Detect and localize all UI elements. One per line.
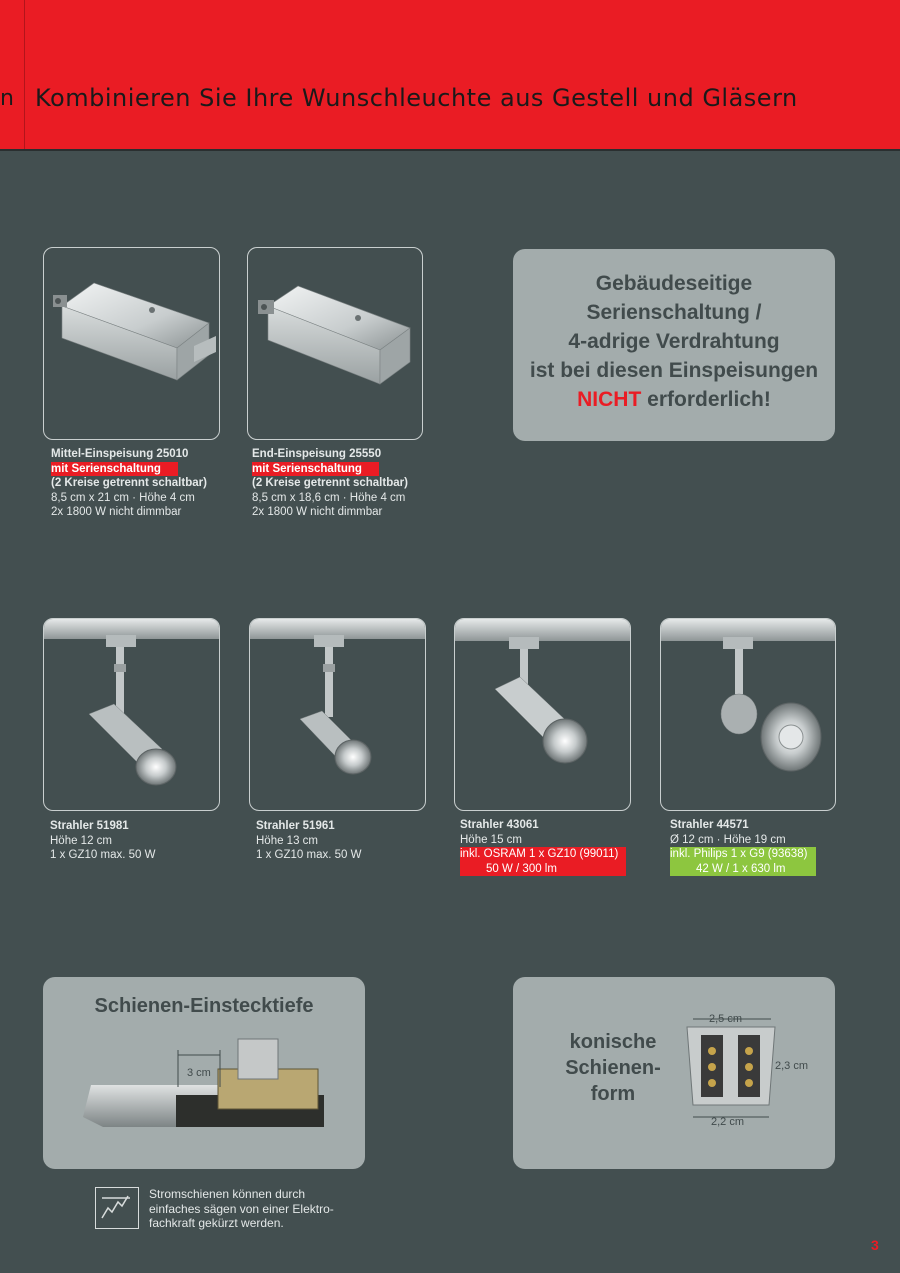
tool-note-line: Stromschienen können durch (149, 1187, 306, 1201)
saw-icon (95, 1187, 139, 1229)
feed-caption-end (252, 447, 408, 520)
spot-detail: Höhe 12 cm (50, 834, 113, 847)
profile-bottom-dim: 2,2 cm (711, 1116, 745, 1128)
feed-card-middle (43, 247, 220, 440)
middle-feed-image (44, 248, 219, 439)
feed-name: Mittel-Einspeisung 25010 (51, 448, 189, 460)
feed-dims: 8,5 cm x 18,6 cm · Höhe 4 cm (252, 491, 406, 504)
tool-note-line: fachkraft gekürzt werden. (149, 1216, 284, 1230)
spot-lamp-highlight: inkl. OSRAM 1 x GZ10 (99011) (460, 847, 626, 862)
spot-detail: Ø 12 cm · Höhe 19 cm (670, 833, 786, 846)
header-divider (0, 149, 900, 151)
notice-emphasis: NICHT (577, 388, 642, 411)
tool-note (149, 1187, 334, 1231)
spot-name: Strahler 51981 (50, 820, 129, 832)
spot-name: Strahler 43061 (460, 819, 539, 831)
insertion-depth-panel (43, 977, 365, 1169)
profile-top-dim: 2,5 cm (709, 1013, 743, 1025)
spot-detail: Höhe 13 cm (256, 834, 319, 847)
profile-side-dim: 2,3 cm (775, 1060, 809, 1072)
rail-profile-panel (513, 977, 835, 1169)
spot-name: Strahler 44571 (670, 819, 749, 831)
header-left-rule (24, 0, 25, 149)
feed-power: 2x 1800 W nicht dimmbar (252, 506, 383, 518)
depth-measure-label: 3 cm (187, 1067, 211, 1079)
profile-heading (553, 1029, 673, 1107)
spot-card-51981 (43, 618, 220, 811)
wiring-notice (513, 249, 835, 441)
page-number: 3 (871, 1237, 879, 1253)
notice-line: 4-adrige Verdrahtung (568, 330, 780, 353)
spot-card-43061 (454, 618, 631, 811)
profile-line: form (590, 1083, 636, 1105)
spot-detail: 1 x GZ10 max. 50 W (256, 849, 362, 861)
spot-lamp-highlight: 42 W / 1 x 630 lm (670, 862, 816, 877)
spot-caption-44571 (670, 818, 816, 876)
spot-43061-image (455, 619, 630, 810)
spot-44571-image (661, 619, 835, 810)
spot-card-44571 (660, 618, 836, 811)
end-feed-image (248, 248, 422, 439)
notice-line: Serienschaltung / (586, 301, 762, 324)
depth-panel-title: Schienen-Einstecktiefe (94, 995, 314, 1017)
tool-note-line: einfaches sägen von einer Elektro- (149, 1201, 334, 1216)
spot-lamp-highlight: inkl. Philips 1 x G9 (93638) (670, 847, 816, 862)
spot-lamp-highlight: 50 W / 300 lm (460, 862, 626, 877)
feed-card-end (247, 247, 423, 440)
feed-note: (2 Kreise getrennt schaltbar) (51, 477, 207, 489)
spot-card-51961 (249, 618, 426, 811)
feed-highlight: mit Serienschaltung (252, 462, 379, 477)
notice-line: erforderlich! (641, 388, 771, 411)
feed-note: (2 Kreise getrennt schaltbar) (252, 477, 408, 489)
notice-line: ist bei diesen Einspeisungen (529, 359, 819, 382)
spot-detail: 1 x GZ10 max. 50 W (50, 849, 156, 861)
header-bar (0, 0, 900, 149)
spot-51961-image (250, 619, 425, 810)
header-edge-letter: n (0, 86, 14, 111)
spot-caption-51961 (256, 819, 361, 863)
page-title: Kombinieren Sie Ihre Wunschleuchte aus Gestell und Gläsern (35, 84, 798, 112)
feed-caption-middle (51, 447, 207, 520)
feed-name: End-Einspeisung 25550 (252, 448, 382, 460)
spot-caption-51981 (50, 819, 155, 863)
spot-name: Strahler 51961 (256, 820, 335, 832)
feed-dims: 8,5 cm x 21 cm · Höhe 4 cm (51, 491, 195, 504)
feed-power: 2x 1800 W nicht dimmbar (51, 506, 182, 518)
notice-line: Gebäudeseitige (595, 272, 753, 295)
spot-51981-image (44, 619, 219, 810)
feed-highlight: mit Serienschaltung (51, 462, 178, 477)
spot-detail: Höhe 15 cm (460, 833, 523, 846)
profile-line: konische (569, 1031, 657, 1053)
spot-caption-43061 (460, 818, 626, 876)
profile-line: Schienen- (565, 1057, 661, 1079)
